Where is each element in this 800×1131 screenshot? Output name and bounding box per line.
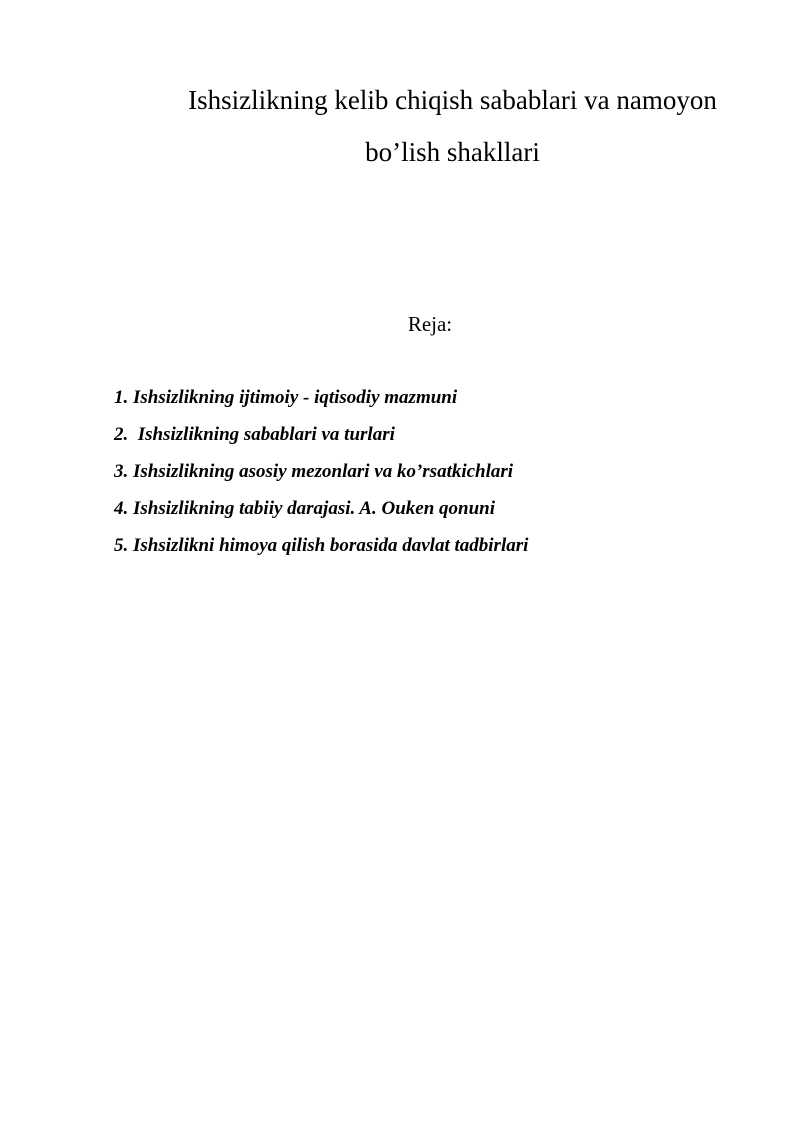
document-title-line-1: Ishsizlikning kelib chiqish sabablari va namoyon [188,85,717,115]
document-title [150,74,755,178]
plan-item-5: 5. Ishsizlikni himoya qilish borasida davlat tadbirlari [114,535,529,556]
plan-list [114,379,754,564]
plan-item-1: 1. Ishsizlikning ijtimoiy - iqtisodiy mazmuni [114,387,458,408]
plan-item-3: 3. Ishsizlikning asosiy mezonlari va ko’rsatkichlari [114,461,514,482]
plan-item-4: 4. Ishsizlikning tabiiy darajasi. A. Ouken qonuni [114,498,495,519]
plan-heading: Reja: [407,312,453,336]
plan-item-2: 2. Ishsizlikning sabablari va turlari [114,424,395,445]
document-title-line-2: bo’lish shakllari [365,137,540,167]
